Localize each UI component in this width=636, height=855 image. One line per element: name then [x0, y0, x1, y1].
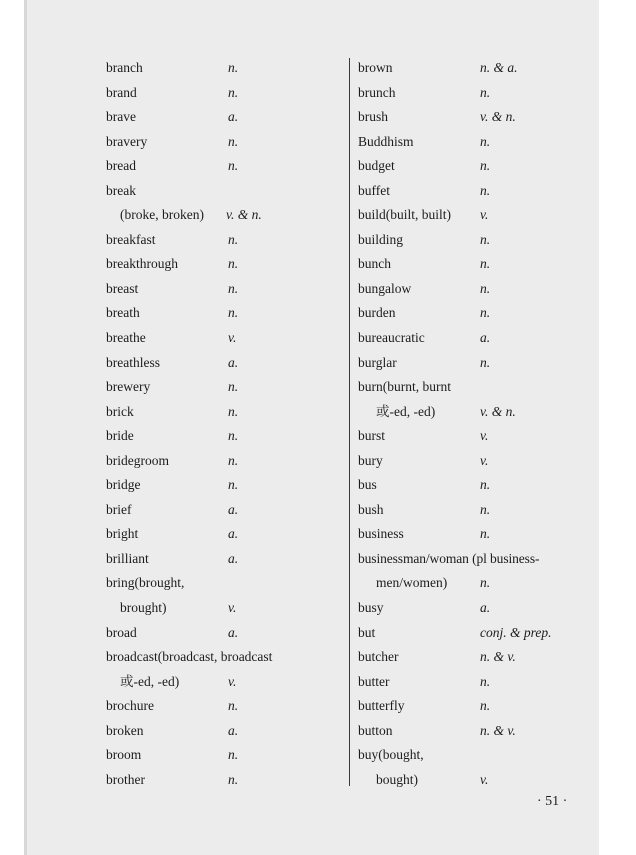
entry-word: bridge: [106, 477, 141, 493]
list-item: [106, 768, 336, 793]
entry-pos: n.: [480, 477, 491, 493]
entry-pos: v. & n.: [226, 207, 262, 223]
list-item: [106, 301, 336, 326]
list-item: [358, 252, 608, 277]
entry-pos: n.: [228, 452, 239, 468]
list-item: [106, 719, 336, 744]
dictionary-page: [24, 0, 599, 855]
entry-pos: n.: [480, 280, 491, 296]
entry-word: broad: [106, 624, 137, 640]
list-item: [106, 351, 336, 376]
list-item: [358, 571, 608, 596]
list-item: [358, 154, 608, 179]
entry-word: brunch: [358, 84, 396, 100]
entry-word: Buddhism: [358, 133, 414, 149]
entry-pos: n.: [228, 280, 239, 296]
right-word-column: [358, 56, 608, 792]
entry-word: bright: [106, 526, 139, 542]
entry-pos: n.: [480, 526, 491, 542]
entry-word: brewery: [106, 379, 151, 395]
entry-pos: n.: [480, 182, 491, 198]
list-item: [358, 473, 608, 498]
list-item: [358, 400, 608, 425]
entry-word: butterfly: [358, 698, 405, 714]
entry-pos: n.: [480, 231, 491, 247]
entry-word: buffet: [358, 182, 390, 198]
entry-pos: n.: [480, 501, 491, 517]
list-item: [358, 743, 608, 768]
entry-word: breakfast: [106, 231, 156, 247]
entry-word: butter: [358, 673, 390, 689]
entry-word: brother: [106, 771, 145, 787]
entry-pos: a.: [228, 109, 239, 125]
entry-pos: n.: [480, 84, 491, 100]
list-item: [358, 228, 608, 253]
list-item: [106, 694, 336, 719]
entry-word: brave: [106, 109, 136, 125]
entry-pos: n.: [228, 158, 239, 174]
entry-pos: n.: [228, 84, 239, 100]
list-item: [106, 498, 336, 523]
entry-word: broom: [106, 747, 142, 763]
entry-pos: n.: [228, 305, 239, 321]
entry-pos: v.: [228, 673, 237, 689]
entry-word: bring(brought,: [106, 575, 185, 591]
entry-word: busy: [358, 600, 384, 616]
entry-word: brand: [106, 84, 137, 100]
entry-pos: a.: [228, 624, 239, 640]
entry-word: bride: [106, 428, 134, 444]
entry-word: burglar: [358, 354, 397, 370]
list-item: [106, 252, 336, 277]
list-item: [106, 596, 336, 621]
list-item: [106, 130, 336, 155]
entry-pos: n.: [228, 771, 239, 787]
list-item: [358, 645, 608, 670]
list-item: [358, 351, 608, 376]
entry-word: businessman/woman (pl business-: [358, 550, 540, 566]
list-item: [106, 81, 336, 106]
list-item: [106, 670, 336, 695]
list-item: [106, 228, 336, 253]
entry-pos: n.: [228, 231, 239, 247]
entry-pos: n.: [480, 133, 491, 149]
entry-pos: n.: [228, 698, 239, 714]
list-item: [106, 743, 336, 768]
entry-pos: conj. & prep.: [480, 624, 552, 640]
entry-word: branch: [106, 60, 143, 75]
entry-pos: n.: [480, 354, 491, 370]
entry-word: breathless: [106, 354, 160, 370]
entry-word: build(built, built): [358, 207, 451, 223]
entry-word: (broke, broken): [120, 207, 204, 223]
list-item: [358, 130, 608, 155]
entry-word: burst: [358, 428, 385, 444]
entry-word: breakthrough: [106, 256, 178, 272]
entry-word: breath: [106, 305, 140, 321]
entry-word: 或-ed, -ed): [120, 673, 180, 689]
list-item: [106, 375, 336, 400]
page-edge: [24, 0, 27, 855]
list-item: [106, 56, 336, 81]
entry-pos: n.: [480, 698, 491, 714]
list-item: [358, 277, 608, 302]
list-item: [358, 424, 608, 449]
list-item: [358, 522, 608, 547]
left-word-column: [106, 56, 336, 792]
entry-word: bush: [358, 501, 384, 517]
entry-pos: a.: [480, 600, 491, 616]
list-item: [358, 203, 608, 228]
entry-word: bunch: [358, 256, 391, 272]
entry-pos: n.: [480, 673, 491, 689]
entry-pos: n.: [228, 428, 239, 444]
list-item: [358, 768, 608, 793]
entry-pos: v.: [228, 600, 237, 616]
list-item: [106, 547, 336, 572]
list-item: [106, 277, 336, 302]
entry-pos: n.: [228, 60, 239, 75]
entry-pos: n.: [480, 575, 491, 591]
entry-word: break: [106, 182, 136, 198]
entry-pos: v.: [480, 428, 489, 444]
list-item: [358, 326, 608, 351]
list-item: [358, 694, 608, 719]
list-item: [358, 547, 608, 572]
list-item: [358, 498, 608, 523]
entry-word: broadcast(broadcast, broadcast: [106, 649, 273, 665]
entry-word: bravery: [106, 133, 148, 149]
entry-word: business: [358, 526, 404, 542]
entry-word: men/women): [376, 575, 448, 591]
entry-word: burden: [358, 305, 396, 321]
entry-word: bus: [358, 477, 377, 493]
entry-word: bought): [376, 771, 418, 787]
entry-word: bread: [106, 158, 136, 174]
entry-word: brilliant: [106, 550, 149, 566]
entry-pos: n.: [228, 256, 239, 272]
entry-word: bureaucratic: [358, 330, 425, 346]
entry-pos: v. & n.: [480, 403, 516, 419]
list-item: [106, 571, 336, 596]
entry-pos: n.: [228, 747, 239, 763]
entry-word: button: [358, 722, 393, 738]
list-item: [358, 621, 608, 646]
list-item: [106, 400, 336, 425]
entry-pos: n.: [228, 477, 239, 493]
entry-word: breathe: [106, 330, 146, 346]
list-item: [106, 326, 336, 351]
entry-pos: a.: [228, 722, 239, 738]
list-item: [106, 179, 336, 204]
entry-word: brought): [120, 600, 167, 616]
list-item: [106, 449, 336, 474]
entry-word: bury: [358, 452, 383, 468]
list-item: [358, 375, 608, 400]
entry-pos: a.: [228, 354, 239, 370]
column-divider: [349, 58, 350, 786]
entry-word: buy(bought,: [358, 747, 424, 763]
entry-pos: n. & a.: [480, 60, 518, 75]
entry-word: bridegroom: [106, 452, 169, 468]
entry-pos: v.: [480, 771, 489, 787]
list-item: [106, 203, 336, 228]
entry-pos: n.: [480, 158, 491, 174]
entry-pos: n.: [228, 133, 239, 149]
list-item: [106, 645, 336, 670]
list-item: [106, 105, 336, 130]
page-number: · 51 ·: [537, 794, 568, 809]
entry-pos: n. & v.: [480, 649, 516, 665]
entry-pos: a.: [228, 526, 239, 542]
entry-word: brochure: [106, 698, 154, 714]
list-item: [358, 301, 608, 326]
entry-word: brown: [358, 60, 393, 75]
entry-word: breast: [106, 280, 139, 296]
entry-word: but: [358, 624, 376, 640]
entry-pos: n.: [480, 256, 491, 272]
entry-word: brief: [106, 501, 132, 517]
list-item: [358, 105, 608, 130]
entry-word: budget: [358, 158, 395, 174]
list-item: [106, 473, 336, 498]
entry-word: butcher: [358, 649, 399, 665]
entry-pos: v. & n.: [480, 109, 516, 125]
list-item: [106, 154, 336, 179]
list-item: [358, 670, 608, 695]
entry-pos: a.: [228, 550, 239, 566]
entry-word: broken: [106, 722, 144, 738]
entry-pos: v.: [480, 207, 489, 223]
entry-pos: n.: [228, 403, 239, 419]
entry-word: burn(burnt, burnt: [358, 379, 451, 395]
entry-pos: v.: [228, 330, 237, 346]
entry-pos: a.: [228, 501, 239, 517]
list-item: [358, 81, 608, 106]
list-item: [106, 424, 336, 449]
list-item: [358, 449, 608, 474]
entry-pos: n.: [228, 379, 239, 395]
list-item: [106, 522, 336, 547]
entry-word: 或-ed, -ed): [376, 403, 436, 419]
entry-word: brick: [106, 403, 134, 419]
entry-pos: n. & v.: [480, 722, 516, 738]
entry-word: building: [358, 231, 404, 247]
list-item: [358, 719, 608, 744]
list-item: [106, 621, 336, 646]
list-item: [358, 179, 608, 204]
entry-word: brush: [358, 109, 388, 125]
entry-pos: v.: [480, 452, 489, 468]
list-item: [358, 596, 608, 621]
entry-pos: a.: [480, 330, 491, 346]
entry-word: bungalow: [358, 280, 412, 296]
entry-pos: n.: [480, 305, 491, 321]
list-item: [358, 56, 608, 81]
